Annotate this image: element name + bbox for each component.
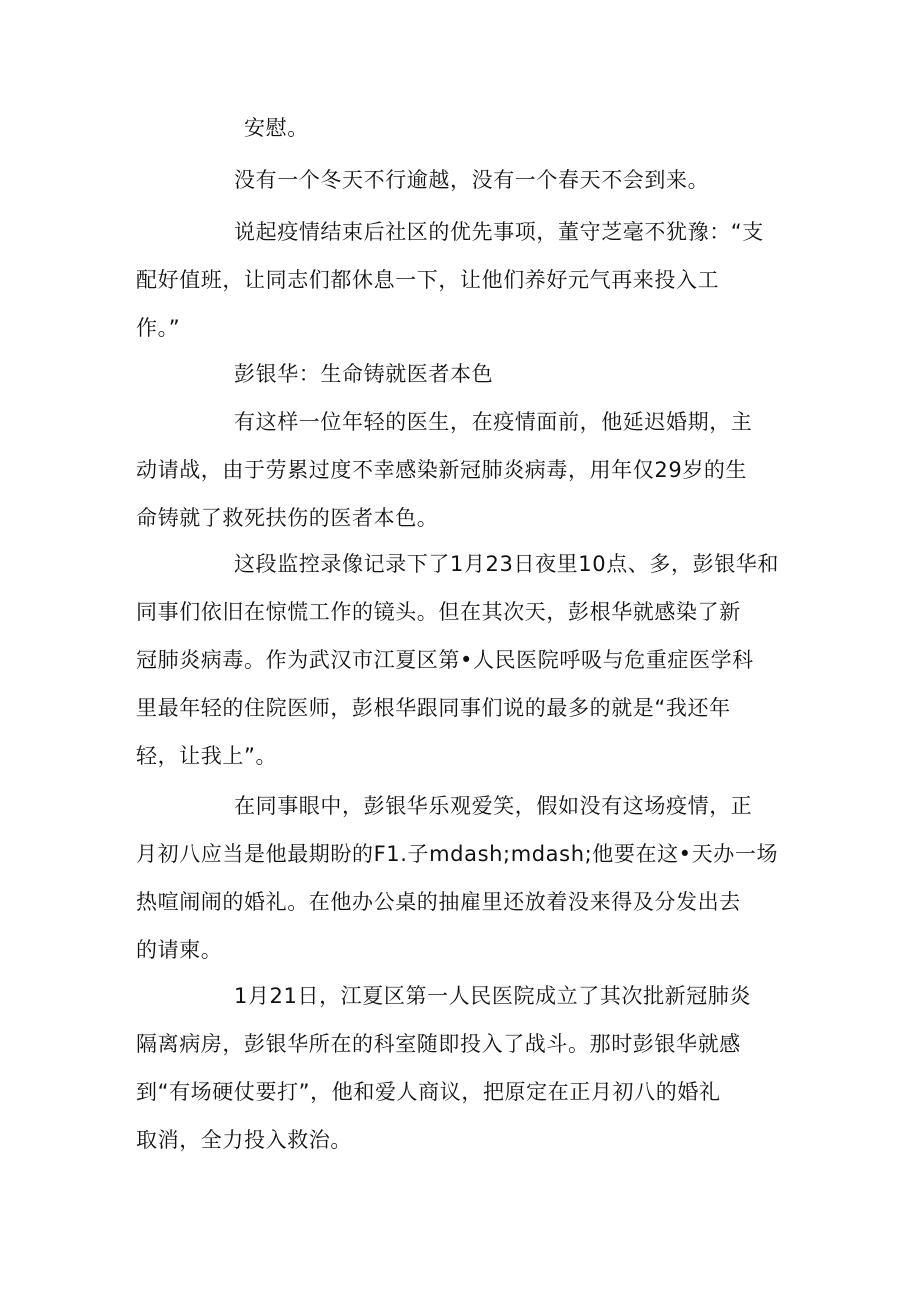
text-line: 这段监控录像记录下了1月23日夜里10点、多，彭银华和 — [234, 552, 780, 576]
paragraph-3 — [136, 208, 796, 352]
text-line: 里最年轻的住院医师，彭根华跟同事们说的最多的就是“我还年 — [136, 696, 731, 720]
text-line: 安慰。 — [244, 116, 309, 140]
paragraph-2 — [136, 156, 796, 204]
paragraph-1 — [136, 104, 796, 152]
text-line: 配好值班，让同志们都休息一下，让他们养好元气再来投入工 — [136, 268, 720, 292]
text-line: 在同事眼中，彭银华乐观爱笑，假如没有这场疫情，正 — [234, 794, 753, 818]
text-line: 动请战，由于劳累过度不幸感染新冠肺炎病毒，用年仅29岁的生 — [136, 458, 748, 482]
text-line: 轻，让我上”。 — [136, 744, 278, 768]
paragraph-7 — [136, 782, 796, 974]
text-line: 冠肺炎病毒。作为武汉市江夏区第•人民医院呼吸与危重症医学科 — [136, 648, 754, 672]
section-heading — [136, 350, 796, 398]
text-line: 命铸就了救死扶伤的医者本色。 — [136, 506, 439, 530]
text-line: 到“有场硬仗要打”，他和爱人商议，把原定在正月初八的婚礼 — [136, 1080, 721, 1104]
paragraph-8 — [136, 972, 796, 1164]
section-heading-text: 彭银华：生命铸就医者本色 — [234, 362, 494, 386]
text-line: 1月21日，江夏区第一人民医院成立了其次批新冠肺炎 — [234, 984, 752, 1008]
paragraph-6 — [136, 540, 796, 780]
text-line: 的请柬。 — [136, 938, 223, 962]
paragraph-5 — [136, 398, 796, 542]
text-line: 同事们依旧在惊慌工作的镜头。但在其次天，彭根华就感染了新 — [136, 600, 741, 624]
text-line: 月初八应当是他最期盼的F1.子mdash;mdash;他要在这•天办一场 — [136, 842, 779, 866]
text-line: 没有一个冬天不行逾越，没有一个春天不会到来。 — [234, 168, 710, 192]
text-line: 说起疫情结束后社区的优先事项，董守芝毫不犹豫：“支 — [234, 220, 764, 244]
text-line: 热喧闹闹的婚礼。在他办公桌的抽雇里还放着没来得及分发出去 — [136, 890, 741, 914]
text-line: 取消，全力投入救治。 — [136, 1128, 352, 1152]
text-line: 隔离病房，彭银华所在的科室随即投入了战斗。那时彭银华就感 — [136, 1032, 741, 1056]
text-line: 作。” — [136, 316, 181, 340]
text-line: 有这样一位年轻的医生，在疫情面前，他延迟婚期，主 — [234, 410, 753, 434]
